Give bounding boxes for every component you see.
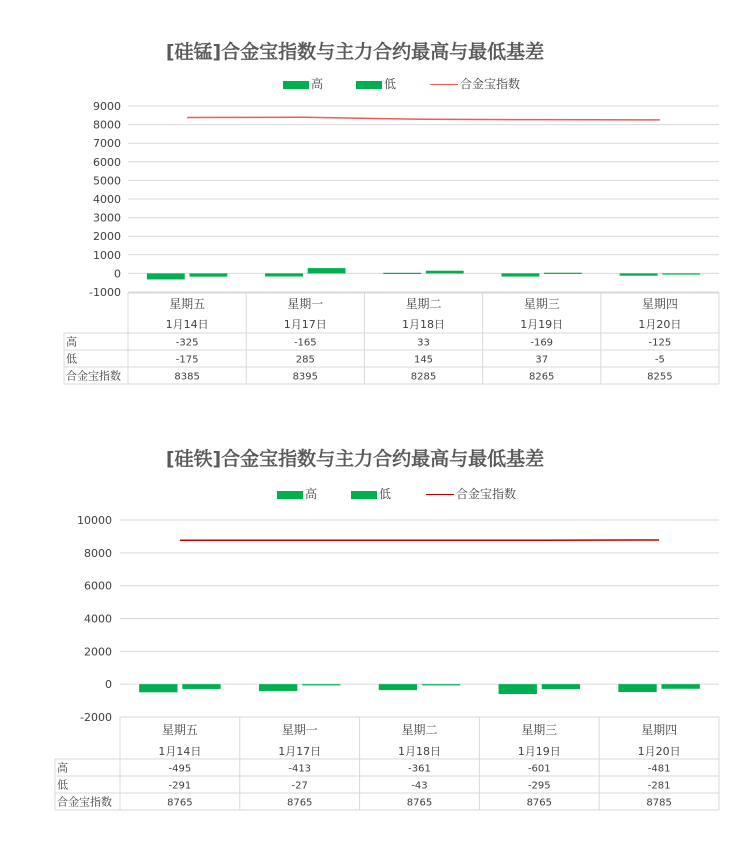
table-cell-value: -413 (288, 763, 312, 775)
x-category-label: 星期五 (169, 297, 206, 311)
legend-item-high: 高 (277, 485, 317, 503)
y-tick-label: 5000 (93, 174, 121, 188)
legend-item-index: 合金宝指数 (426, 485, 516, 503)
x-date-label: 1月19日 (520, 318, 564, 331)
bar-high (259, 684, 297, 691)
table-cell-value: 8765 (286, 797, 313, 809)
x-date-label: 1月18日 (402, 318, 445, 331)
table-cell-value: -169 (530, 337, 554, 349)
table-cell-value: -281 (647, 780, 671, 792)
table-cell-value: -495 (168, 763, 192, 775)
chart-panel-sife (0, 420, 754, 851)
chart-title: [硅锰]合金宝指数与主力合约最高与最低基差 (165, 41, 545, 63)
bar-high (379, 684, 417, 690)
table-cell-value: 8385 (174, 371, 200, 383)
bar-high (499, 684, 537, 694)
bar-high (383, 273, 421, 274)
table-cell-value: 8785 (646, 797, 672, 809)
legend-item-low: 低 (356, 75, 396, 93)
legend-item-low: 低 (351, 485, 391, 503)
table-row-label: 高 (66, 335, 77, 349)
y-tick-label: 2000 (84, 645, 112, 659)
y-tick-label: 9000 (93, 100, 121, 113)
x-date-label: 1月18日 (398, 745, 441, 758)
table-cell-value: 8255 (647, 371, 673, 383)
legend-item-high: 高 (283, 75, 323, 93)
chart-panel-simn (0, 0, 754, 420)
table-cell-value: -43 (411, 780, 428, 792)
table-row-label: 低 (66, 352, 77, 366)
y-tick-label: 1000 (93, 248, 121, 262)
y-tick-label: 2000 (93, 230, 121, 244)
bar-low (182, 684, 220, 689)
y-tick-label: 4000 (84, 612, 112, 626)
x-category-label: 星期三 (521, 723, 558, 737)
table-cell-value: -27 (291, 780, 308, 792)
table-cell-value: 37 (535, 354, 549, 366)
x-category-label: 星期三 (523, 297, 560, 311)
y-tick-label: 6000 (93, 155, 121, 169)
bar-high (502, 273, 540, 276)
table-cell-value: -5 (654, 354, 665, 366)
x-category-label: 星期一 (281, 723, 318, 737)
table-row-label: 合金宝指数 (66, 369, 121, 383)
legend-item-index: 合金宝指数 (430, 75, 520, 93)
x-date-label: 1月20日 (638, 318, 682, 331)
bar-low (426, 271, 464, 274)
bar-low (302, 684, 340, 685)
y-tick-label: 8000 (84, 546, 112, 560)
y-tick-label: 0 (105, 678, 112, 692)
x-category-label: 星期一 (287, 297, 324, 311)
x-date-label: 1月14日 (165, 318, 209, 331)
table-cell-value: 8765 (406, 797, 433, 809)
table-cell-value: -125 (648, 337, 672, 349)
table-cell-value: 8395 (292, 371, 319, 383)
x-date-label: 1月17日 (283, 318, 327, 331)
table-cell-value: 33 (417, 337, 430, 349)
table-cell-value: -295 (527, 780, 551, 792)
y-tick-label: 10000 (77, 514, 112, 527)
y-tick-label: -1000 (89, 286, 121, 299)
bar-low (542, 684, 580, 689)
bar-low (544, 273, 582, 274)
chart-title: [硅铁]合金宝指数与主力合约最高与最低基差 (165, 448, 545, 470)
y-tick-label: 4000 (93, 193, 121, 206)
table-cell-value: -361 (408, 763, 431, 775)
y-tick-label: 7000 (93, 137, 121, 151)
chart-plot-sife (0, 420, 754, 851)
table-row-label: 低 (57, 778, 68, 792)
bar-low (422, 684, 460, 685)
bar-low (308, 268, 346, 273)
x-category-label: 星期四 (641, 723, 678, 737)
x-date-label: 1月14日 (158, 745, 202, 758)
x-date-label: 1月17日 (278, 745, 322, 758)
bar-high (139, 684, 177, 692)
bar-low (189, 273, 227, 276)
line-index (187, 117, 660, 120)
bar-high (265, 273, 303, 276)
y-tick-label: -2000 (80, 711, 112, 724)
table-cell-value: 145 (413, 354, 434, 366)
table-cell-value: -175 (175, 354, 199, 366)
table-cell-value: -601 (527, 763, 551, 775)
table-cell-value: 8285 (410, 371, 437, 383)
bar-high (147, 273, 185, 279)
table-row-label: 合金宝指数 (57, 795, 112, 809)
y-tick-label: 3000 (93, 211, 121, 225)
bar-low (661, 684, 699, 689)
table-cell-value: 8265 (528, 371, 555, 383)
x-category-label: 星期四 (641, 297, 678, 311)
chart-plot-simn (0, 0, 754, 400)
table-cell-value: -165 (293, 337, 317, 349)
bar-high (618, 684, 656, 692)
table-cell-value: -481 (647, 763, 671, 775)
table-cell-value: 8765 (526, 797, 553, 809)
x-date-label: 1月20日 (637, 745, 681, 758)
y-tick-label: 8000 (93, 118, 121, 132)
y-tick-label: 6000 (84, 579, 112, 593)
x-date-label: 1月19日 (517, 745, 561, 758)
x-category-label: 星期二 (405, 297, 442, 311)
bar-high (620, 273, 658, 275)
x-category-label: 星期五 (161, 723, 198, 737)
bar-low (662, 273, 700, 274)
table-cell-value: 285 (295, 354, 315, 366)
y-tick-label: 0 (114, 267, 121, 281)
x-category-label: 星期二 (401, 723, 438, 737)
table-cell-value: -291 (168, 780, 192, 792)
table-cell-value: -325 (175, 337, 199, 349)
table-row-label: 高 (57, 761, 68, 775)
table-cell-value: 8765 (167, 797, 193, 809)
